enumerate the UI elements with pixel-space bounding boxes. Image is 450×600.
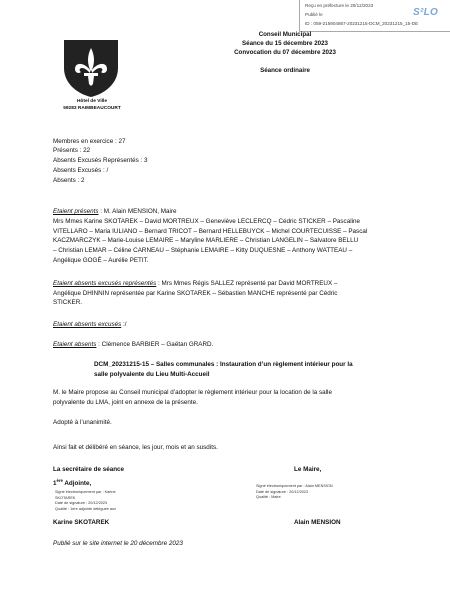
secretary-name: Karine SKOTAREK bbox=[53, 519, 110, 526]
s2lo-logo: S²LO bbox=[413, 7, 439, 18]
may-esig-line-2: Date de signature : 20/12/2023 bbox=[256, 489, 309, 494]
secretary-esignature bbox=[55, 490, 116, 512]
mayor-esignature bbox=[256, 484, 333, 501]
closing-text: Ainsi fait et délibéré en séance, les jour, mois et an susdits. bbox=[53, 444, 218, 451]
present-mayor: : M. Alain MENSION, Maire bbox=[98, 208, 177, 215]
session-date: Séance du 15 décembre 2023 bbox=[242, 40, 328, 47]
coat-of-arms-logo bbox=[60, 38, 122, 98]
present-line-5: – Christian LEMAR – Céline CARNEAU – Stéphanie LEMAIRE – Kitty DUQUESNE – Anthony WATTEAU – bbox=[53, 247, 353, 254]
council-title: Conseil Municipal bbox=[258, 31, 312, 38]
absent-value: : Clémence BARBIER – Gaëtan GRARD. bbox=[96, 341, 214, 348]
present-line-2: Mrs Mmes Karine SKOTAREK – David MORTREUX – Geneviève LECLERCQ – Cédric STICKER – Pascaline bbox=[53, 218, 361, 225]
absent-count: Absents : 2 bbox=[53, 177, 85, 184]
deliberation-body-2: polyvalente du LMA, joint en annexe de la présente. bbox=[53, 399, 198, 406]
stamp-published: Publié le bbox=[305, 12, 323, 17]
present-count: Présents : 22 bbox=[53, 147, 91, 154]
prefecture-stamp bbox=[299, 0, 450, 32]
sec-esig-line-3: Date de signature : 20/12/2023 bbox=[55, 501, 108, 506]
absent-line bbox=[53, 340, 401, 350]
session-type: Séance ordinaire bbox=[260, 67, 310, 74]
secretary-title: La secrétaire de séance bbox=[53, 466, 125, 473]
deliberation-body-1: M. le Maire propose au Conseil municipal d’adopter le règlement intérieur pour la location de la salle bbox=[53, 389, 332, 396]
sec-esig-line-2: SKOTAREK bbox=[55, 495, 76, 500]
publication-note: Publié sur le site internet le 20 décembre 2023 bbox=[53, 540, 183, 547]
excused-label: Etaient absents excusés bbox=[53, 321, 122, 328]
stamp-id: ID : 059-215904867-20231215-DCM_20231215_15-DE bbox=[305, 21, 419, 26]
stamp-received: Reçu en préfecture le 20/12/2023 bbox=[305, 3, 374, 8]
represented-line-3: STICKER. bbox=[53, 299, 83, 306]
mayor-name: Alain MENSION bbox=[294, 519, 341, 526]
sec-esig-line-1: Signé électroniquement par : Karine bbox=[55, 490, 116, 494]
secretary-role-suffix: ère bbox=[56, 478, 63, 483]
represented-text: : Mrs Mmes Régis SALLEZ représenté par David MORTREUX – bbox=[156, 280, 338, 287]
deliberation-title-1: DCM_20231215-15 – Salles communales : Instauration d’un règlement intérieur pour la bbox=[94, 361, 353, 368]
mayor-title: Le Maire, bbox=[294, 466, 322, 473]
excused-represented-count: Absents Excusés Représentés : 3 bbox=[53, 157, 148, 164]
present-line-6: Angélique GOGÉ – Aurélie PETIT. bbox=[53, 257, 149, 264]
secretary-role-text: Adjointe, bbox=[62, 480, 92, 488]
present-line-3: VITELLARO – Maria IULIANO – Bernard TRICOT – Bernard HELLEBUYCK – Michel COURTECUISSE – Pascal bbox=[53, 228, 368, 235]
convocation-date: Convocation du 07 décembre 2023 bbox=[234, 49, 336, 56]
present-line-4: KACZMARCZYK – Marie-Louise LEMAIRE – Maryline MARLIERE – Christian LANGELIN – Salvatore BELLU bbox=[53, 237, 359, 244]
absent-label: Etaient absents bbox=[53, 341, 97, 348]
excused-count: Absents Excusés : / bbox=[53, 167, 109, 174]
excused-line bbox=[53, 320, 401, 330]
members-in-office: Membres en exercice : 27 bbox=[53, 138, 126, 145]
adopted-text: Adopté à l’unanimité. bbox=[53, 419, 112, 426]
may-esig-line-1: Signé électroniquement par : Alain MENSION bbox=[256, 484, 333, 488]
secretary-role bbox=[53, 476, 203, 489]
deliberation-title-2: salle polyvalente du Lieu Multi-Accueil bbox=[94, 371, 210, 378]
town-address: 59283 RAIMBEAUCOURT bbox=[63, 106, 121, 111]
sec-esig-line-4: Qualité : 1ère adjointe déléguée aux bbox=[55, 506, 117, 511]
present-line-1 bbox=[53, 207, 401, 217]
represented-line-1 bbox=[53, 279, 401, 289]
excused-value: :/ bbox=[121, 321, 127, 328]
secretary-role-number: 1 bbox=[53, 480, 57, 488]
town-hall-label: Hôtel de Ville bbox=[76, 99, 108, 104]
present-label: Etaient présents bbox=[53, 208, 99, 215]
represented-label: Etaient absents excusés représentés bbox=[53, 280, 157, 287]
represented-line-2: Angélique DHINNIN représentée par Karine SKOTAREK – Sébastien MANCHE représenté par Cédric bbox=[53, 290, 338, 297]
may-esig-line-3: Qualité : Maire bbox=[256, 495, 281, 500]
